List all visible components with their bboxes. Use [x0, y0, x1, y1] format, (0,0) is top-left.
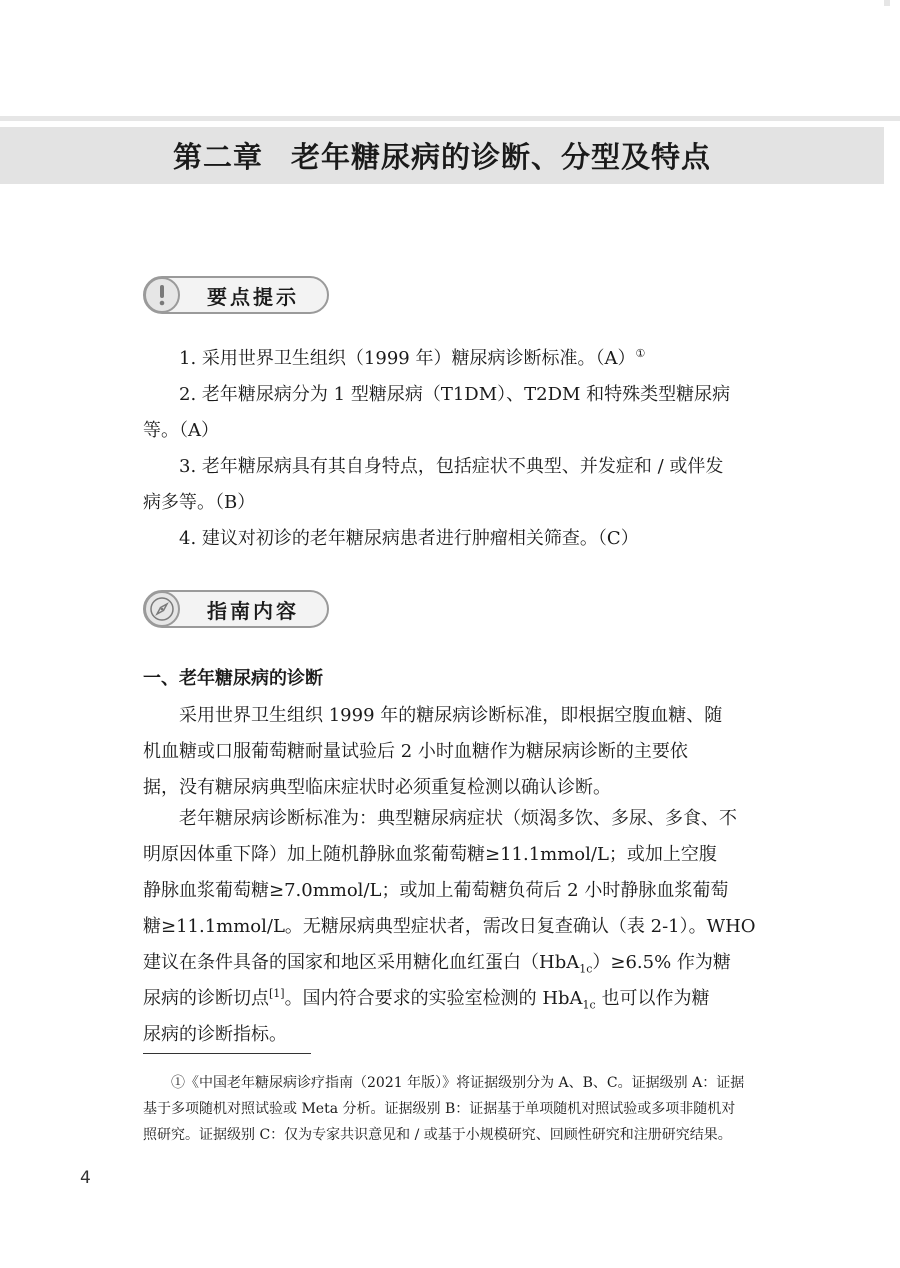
header-rule: [0, 116, 900, 121]
paragraph-2-line: 尿病的诊断指标。: [143, 1024, 287, 1045]
footnote: [143, 1070, 757, 1148]
page-number: 4: [80, 1168, 91, 1188]
key-point-4: 4. 建议对初诊的老年糖尿病患者进行肿瘤相关筛查。（C）: [179, 528, 639, 549]
key-point-2: 2. 老年糖尿病分为 1 型糖尿病（T1DM）、T2DM 和特殊类型糖尿病: [179, 384, 731, 405]
paragraph-2-line: 静脉血浆葡萄糖≥7.0mmol/L；或加上葡萄糖负荷后 2 小时静脉血浆葡萄: [143, 880, 729, 901]
key-points-list: [143, 341, 757, 557]
paragraph-2: [143, 801, 757, 1053]
footnote-line: 照研究。证据级别 C：仅为专家共识意见和 / 或基于小规模研究、回顾性研究和注册研究结果。: [143, 1127, 732, 1143]
citation-ref[interactable]: [1]: [269, 987, 285, 1000]
key-point-3: 3. 老年糖尿病具有其自身特点，包括症状不典型、并发症和 / 或伴发: [179, 456, 724, 477]
corner-mark: [884, 0, 890, 6]
paragraph-1-line: 采用世界卫生组织 1999 年的糖尿病诊断标准，即根据空腹血糖、随: [179, 705, 723, 726]
guide-content-tag: [143, 590, 329, 628]
chapter-title: [173, 135, 711, 176]
paragraph-1: [143, 698, 757, 806]
paragraph-2-line: 明原因体重下降）加上随机静脉血浆葡萄糖≥11.1mmol/L；或加上空腹: [143, 844, 717, 865]
chapter-number: 第二章: [172, 140, 263, 174]
paragraph-2-line: 糖≥11.1mmol/L。无糖尿病典型症状者，需改日复查确认（表 2-1）。WHO: [143, 916, 756, 937]
compass-icon: [144, 591, 180, 627]
chapter-header: [0, 127, 884, 184]
paragraph-1-line: 据，没有糖尿病典型临床症状时必须重复检测以确认诊断。: [143, 777, 611, 798]
exclamation-icon: [144, 277, 180, 313]
key-points-label: 要点提示: [207, 285, 299, 309]
footnote-rule: [143, 1053, 311, 1054]
paragraph-2-line: 建议在条件具备的国家和地区采用糖化血红蛋白（HbA$_{1c}$）≥6.5% 作为糖: [143, 952, 731, 976]
paragraph-2-line: 尿病的诊断切点[1]。国内符合要求的实验室检测的 HbA$_{1c}$ 也可以作为糖: [143, 987, 710, 1012]
paragraph-2-line: 老年糖尿病诊断标准为：典型糖尿病症状（烦渴多饮、多尿、多食、不: [179, 808, 737, 829]
footnote-line: 基于多项随机对照试验或 Meta 分析。证据级别 B：证据基于单项随机对照试验或多项非随机对: [143, 1101, 736, 1117]
key-point-2-cont: 等。（A）: [143, 420, 219, 441]
key-points-tag: [143, 276, 329, 314]
chapter-name: 老年糖尿病的诊断、分型及特点: [291, 140, 712, 174]
paragraph-1-line: 机血糖或口服葡萄糖耐量试验后 2 小时血糖作为糖尿病诊断的主要依: [143, 741, 688, 762]
section-heading: 一、老年糖尿病的诊断: [143, 668, 323, 689]
footnote-line: ①《中国老年糖尿病诊疗指南（2021 年版）》将证据级别分为 A、B、C。证据级别 A：证据: [171, 1075, 745, 1091]
key-point-3-cont: 病多等。（B）: [143, 492, 256, 513]
guide-content-label: 指南内容: [207, 599, 299, 623]
key-point-1: 1. 采用世界卫生组织（1999 年）糖尿病诊断标准。（A）①: [179, 347, 646, 369]
